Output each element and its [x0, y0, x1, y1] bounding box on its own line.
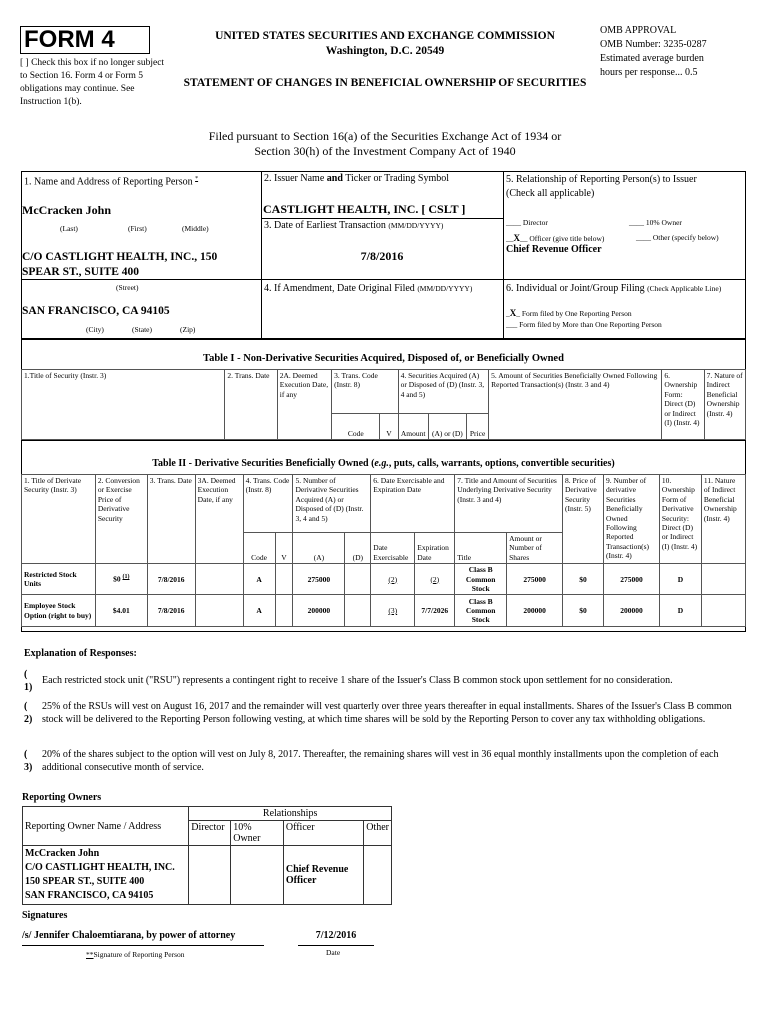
t2-owned: 200000 [603, 595, 659, 627]
box6-line1: _X_ Form filed by One Reporting Person [506, 308, 632, 318]
filed-line-2: Section 30(h) of the Investment Company Act of 1940 [254, 144, 516, 158]
street-address: C/O CASTLIGHT HEALTH, INC., 150 SPEAR ST., SUITE 400 [22, 251, 218, 278]
signature-label: **Signature of Reporting Person [86, 950, 185, 959]
col-owner-name: Reporting Owner Name / Address [23, 807, 189, 846]
reporting-owners-table [22, 806, 392, 905]
col-other: Other [364, 821, 392, 846]
t2-deriv-price: $0 [563, 564, 604, 595]
t2-security: Restricted Stock Units [22, 564, 96, 595]
form-title-box [20, 26, 150, 54]
footnote-3-text: 20% of the shares subject to the option will vest on July 8, 2017. Thereafter, the remaining shares will vest in 36 equal monthly installments upon the completion of each additional consecutive month of service. [42, 749, 719, 773]
t2-col-form: 10. Ownership Form of Derivative Security: Direct (D) or Indirect (I) (Instr. 4) [659, 475, 701, 564]
t2-code: A [243, 595, 275, 627]
t2-deriv-price: $0 [563, 595, 604, 627]
col-officer: Officer [283, 821, 363, 846]
owner-address: McCracken John C/O CASTLIGHT HEALTH, INC. 150 SPEAR ST., SUITE 400 SAN FRANCISCO, CA 94105 [23, 846, 189, 905]
t2-security: Employee Stock Option (right to buy) [22, 595, 96, 627]
signer-name: /s/ Jennifer Chaloemtiarana, by power of attorney [22, 930, 236, 941]
t2-col-code: 4. Trans. Code (Instr. 8) [243, 475, 293, 533]
officer-title: Chief Revenue Officer [506, 244, 602, 255]
t1-col-amount: 5. Amount of Securities Beneficially Owned Following Reported Transaction(s) (Instr. 3 and 4) [489, 370, 662, 440]
t2-form: D [659, 564, 701, 595]
t2-col-price: 8. Price of Derivative Security (Instr. 5) [563, 475, 604, 564]
reporting-person-name: McCracken John [22, 203, 111, 217]
t2-trans-date: 7/8/2016 [147, 595, 195, 627]
checkbox-note: [ ] Check this box if no longer subject to Section 16. Form 4 or Form 5 obligations may continue. See Instruction 1(b). [20, 58, 165, 107]
t1-sub-v: V [380, 414, 398, 440]
col-ten-pct: 10% Owner [231, 821, 284, 846]
t2-amount-a: 275000 [293, 564, 345, 595]
owner-other [364, 846, 392, 905]
omb-approval: OMB APPROVAL [600, 25, 677, 36]
street-label: (Street) [116, 283, 139, 292]
col-director: Director [189, 821, 231, 846]
reporting-owners-title: Reporting Owners [22, 792, 102, 803]
t2-deemed [195, 595, 243, 627]
box6-label: 6. Individual or Joint/Group Filing (Check Applicable Line) [506, 283, 722, 294]
t2-amount-d [345, 595, 371, 627]
commission-title: UNITED STATES SECURITIES AND EXCHANGE COMMISSION [215, 30, 555, 42]
t2-col-underlying: 7. Title and Amount of Securities Underlying Derivative Security (Instr. 3 and 4) [455, 475, 563, 533]
footnote-2-num: ( 2) [24, 701, 33, 725]
t2-sub-amount: Amount or Number of Shares [507, 533, 563, 564]
footnote-3-num: ( 3) [24, 749, 33, 773]
t2-sub-v: V [275, 533, 293, 564]
box4-label: 4. If Amendment, Date Original Filed (MM/DD/YYYY) [264, 283, 473, 294]
issuer-name: CASTLIGHT HEALTH, INC. [ CSLT ] [263, 202, 466, 216]
t2-underlying-title: Class B Common Stock [455, 595, 507, 627]
signatures-title: Signatures [22, 910, 68, 921]
t1-sub-amount: Amount [398, 414, 428, 440]
t2-code: A [243, 564, 275, 595]
t2-deemed [195, 564, 243, 595]
t1-sub-code: Code [332, 414, 380, 440]
footnote-1-num: ( 1) [24, 669, 33, 693]
t2-sub-d: (D) [345, 533, 371, 564]
t2-col-number: 5. Number of Derivative Securities Acquired (A) or Disposed of (D) (Instr. 3, 4 and 5) [293, 475, 371, 533]
t2-exp: (2) [415, 564, 455, 595]
owner-director [189, 846, 231, 905]
t2-col-conversion: 2. Conversion or Exercise Price of Derivative Security [95, 475, 147, 564]
col-relationships: Relationships [189, 807, 392, 821]
table2 [21, 474, 746, 627]
t2-col-nature: 11. Nature of Indirect Beneficial Ownership (Instr. 4) [701, 475, 745, 564]
table1 [21, 369, 746, 440]
t2-nature [701, 564, 745, 595]
t2-col-date: 3. Trans. Date [147, 475, 195, 564]
table2-title: Table II - Derivative Securities Beneficially Owned (e.g., puts, calls, warrants, options, convertible securities) [152, 458, 615, 469]
commission-city: Washington, D.C. 20549 [325, 45, 445, 57]
filed-line-1: Filed pursuant to Section 16(a) of the Securities Exchange Act of 1934 or [208, 129, 562, 143]
t2-sub-date-ex: Date Exercisable [371, 533, 415, 564]
city-state-zip: SAN FRANCISCO, CA 94105 [22, 305, 170, 317]
box3-label: 3. Date of Earliest Transaction (MM/DD/YYYY) [264, 220, 444, 231]
box1-label: 1. Name and Address of Reporting Person * [24, 176, 199, 188]
t2-amount-a: 200000 [293, 595, 345, 627]
t1-col-acquired: 4. Securities Acquired (A) or Disposed of (D) (Instr. 3, 4 and 5) [398, 370, 489, 414]
t1-sub-aord: (A) or (D) [428, 414, 466, 440]
t1-col-code: 3. Trans. Code (Instr. 8) [332, 370, 398, 414]
box5-ten-pct: ____ 10% Owner [629, 218, 682, 227]
t2-exp: 7/7/2026 [415, 595, 455, 627]
statement-title: STATEMENT OF CHANGES IN BENEFICIAL OWNERSHIP OF SECURITIES [183, 77, 587, 89]
box5-label: 5. Relationship of Reporting Person(s) to Issuer (Check all applicable) [506, 174, 697, 199]
t2-underlying-shares: 275000 [507, 564, 563, 595]
t2-underlying-title: Class B Common Stock [455, 564, 507, 595]
t2-conversion-price: $4.01 [95, 595, 147, 627]
table-row [23, 846, 392, 905]
omb-burden: Estimated average burden [600, 53, 704, 64]
footnote-2-text: 25% of the RSUs will vest on August 16, 2017 and the remainder will vest quarterly over three years thereafter in equal installments. Shares of the Issuer's Class B common stock will be delivered to the Reporting Person following vesting, at which time shares will be sold by the Reporting Person to cover any tax withholding obligations. [42, 701, 732, 725]
table-row [22, 564, 746, 595]
table-row [22, 595, 746, 627]
omb-hours: hours per response... 0.5 [600, 67, 698, 78]
t1-col-nature: 7. Nature of Indirect Beneficial Ownership (Instr. 4) [704, 370, 745, 440]
t2-date-ex: (3) [371, 595, 415, 627]
box2-label: 2. Issuer Name and Ticker or Trading Symbol [264, 173, 450, 184]
t2-col-exercisable: 6. Date Exercisable and Expiration Date [371, 475, 455, 533]
footnote-1-text: Each restricted stock unit ("RSU") represents a contingent right to receive 1 share of the Issuer's Class B common stock upon settlement for no consideration. [42, 675, 673, 686]
t1-sub-price: Price [467, 414, 489, 440]
t2-nature [701, 595, 745, 627]
t2-date-ex: (2) [371, 564, 415, 595]
owner-officer: Chief Revenue Officer [283, 846, 363, 905]
t2-owned: 275000 [603, 564, 659, 595]
t2-sub-a: (A) [293, 533, 345, 564]
omb-number: OMB Number: 3235-0287 [600, 39, 707, 50]
t2-sub-exp: Expiration Date [415, 533, 455, 564]
owner-ten-pct [231, 846, 284, 905]
t2-conversion-price: $0 $^{(1)}$ [95, 564, 147, 595]
t2-sub-code: Code [243, 533, 275, 564]
t2-amount-d [345, 564, 371, 595]
table1-title: Table I - Non-Derivative Securities Acquired, Disposed of, or Beneficially Owned [203, 353, 564, 364]
box5-other: ____ Other (specify below) [636, 233, 719, 242]
t2-underlying-shares: 200000 [507, 595, 563, 627]
filed-pursuant [100, 129, 670, 159]
t2-form: D [659, 595, 701, 627]
box5-officer: __X__ Officer (give title below) [506, 233, 605, 243]
box5-director: ____ Director [506, 218, 548, 227]
t2-v [275, 595, 293, 627]
t2-col-title: 1. Title of Derivate Security (Instr. 3) [22, 475, 96, 564]
t2-col-deemed: 3A. Deemed Execution Date, if any [195, 475, 243, 564]
t2-trans-date: 7/8/2016 [147, 564, 195, 595]
date-label: Date [326, 948, 341, 957]
form-title: FORM 4 [24, 26, 115, 53]
t2-col-owned: 9. Number of derivative Securities Beneficially Owned Following Reported Transaction(s) (Instr. 4) [603, 475, 659, 564]
t1-col-form: 6. Ownership Form: Direct (D) or Indirect (I) (Instr. 4) [662, 370, 704, 440]
signature-date: 7/12/2016 [315, 930, 357, 941]
t1-col-date: 2. Trans. Date [225, 370, 277, 440]
explanation-title: Explanation of Responses: [24, 648, 137, 659]
omb-box [600, 24, 760, 80]
t1-col-title: 1.Title of Security (Instr. 3) [22, 370, 225, 440]
earliest-transaction-date: 7/8/2016 [360, 249, 404, 263]
t2-sub-title: Title [455, 533, 507, 564]
box6-line2: ___ Form filed by More than One Reporting Person [506, 320, 662, 329]
t1-col-deemed: 2A. Deemed Execution Date, if any [277, 370, 331, 440]
t2-v [275, 564, 293, 595]
